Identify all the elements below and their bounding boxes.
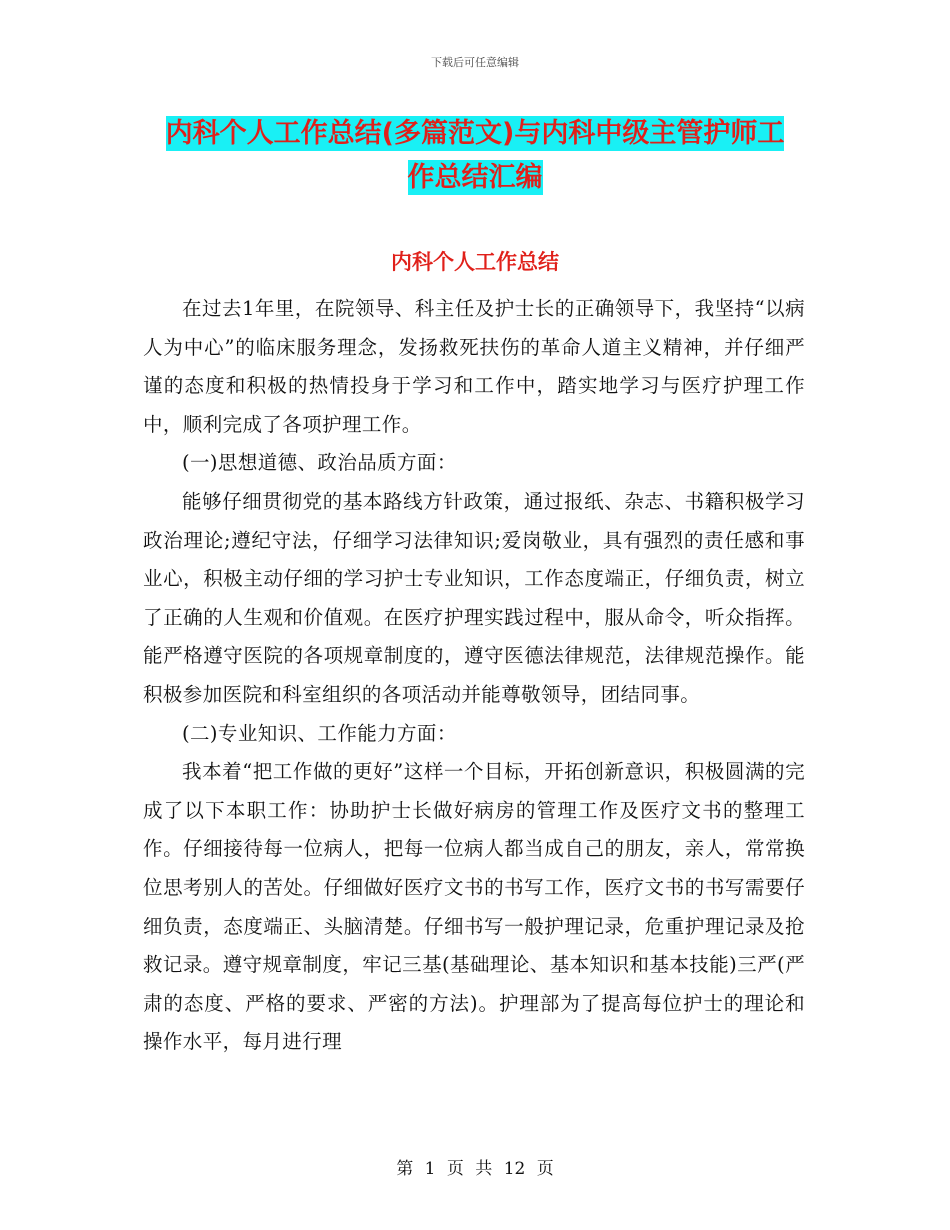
page-number-footer: 第 1 页 共 12 页 (396, 1159, 554, 1179)
paragraph-heading-2: (二)专业知识、工作能力方面： (182, 721, 457, 745)
document-title-line-2: 作总结汇编 (407, 162, 543, 193)
body-text (143, 290, 805, 1062)
paragraph-ethics: 能够仔细贯彻党的基本路线方针政策，通过报纸、杂志、书籍积极学习政治理论;遵纪守法，仔细学习法律知识;爱岗敬业，具有强烈的责任感和事业心，积极主动仔细的学习护士专业知识，工作态度端正，仔细负责，树立了正确的人生观和价值观。在医疗护理实践过程中，服从命令，听众指挥。能严格遵守医院的各项规章制度的，遵守医德法律规范，法律规范操作。能积极参加医院和科室组织的各项活动并能尊敬领导，团结同事。 (143, 489, 805, 706)
paragraph-heading-1: (一)思想道德、政治品质方面： (182, 451, 457, 475)
document-title (0, 112, 950, 200)
paragraph-intro: 在过去1年里，在院领导、科主任及护士长的正确领导下，我坚持“以病人为中心”的临床服务理念，发扬救死扶伤的革命人道主义精神，并仔细严谨的态度和积极的热情投身于学习和工作中，踏实地学习与医疗护理工作中，顺利完成了各项护理工作。 (143, 297, 805, 436)
paragraph-skills: 我本着“把工作做的更好”这样一个目标，开拓创新意识，积极圆满的完成了以下本职工作：协助护士长做好病房的管理工作及医疗文书的整理工作。仔细接待每一位病人，把每一位病人都当成自己的朋友，亲人，常常换位思考别人的苦处。仔细做好医疗文书的书写工作，医疗文书的书写需要仔细负责，态度端正、头脑清楚。仔细书写一般护理记录，危重护理记录及抢救记录。遵守规章制度，牢记三基(基础理论、基本知识和基本技能)三严(严肃的态度、严格的要求、严密的方法)。护理部为了提高每位护士的理论和操作水平，每月进行理 (143, 760, 805, 1054)
header-note: 下载后可任意编辑 (431, 56, 519, 69)
document-title-line-1: 内科个人工作总结(多篇范文)与内科中级主管护师工 (165, 118, 785, 149)
section-title: 内科个人工作总结 (391, 250, 559, 274)
